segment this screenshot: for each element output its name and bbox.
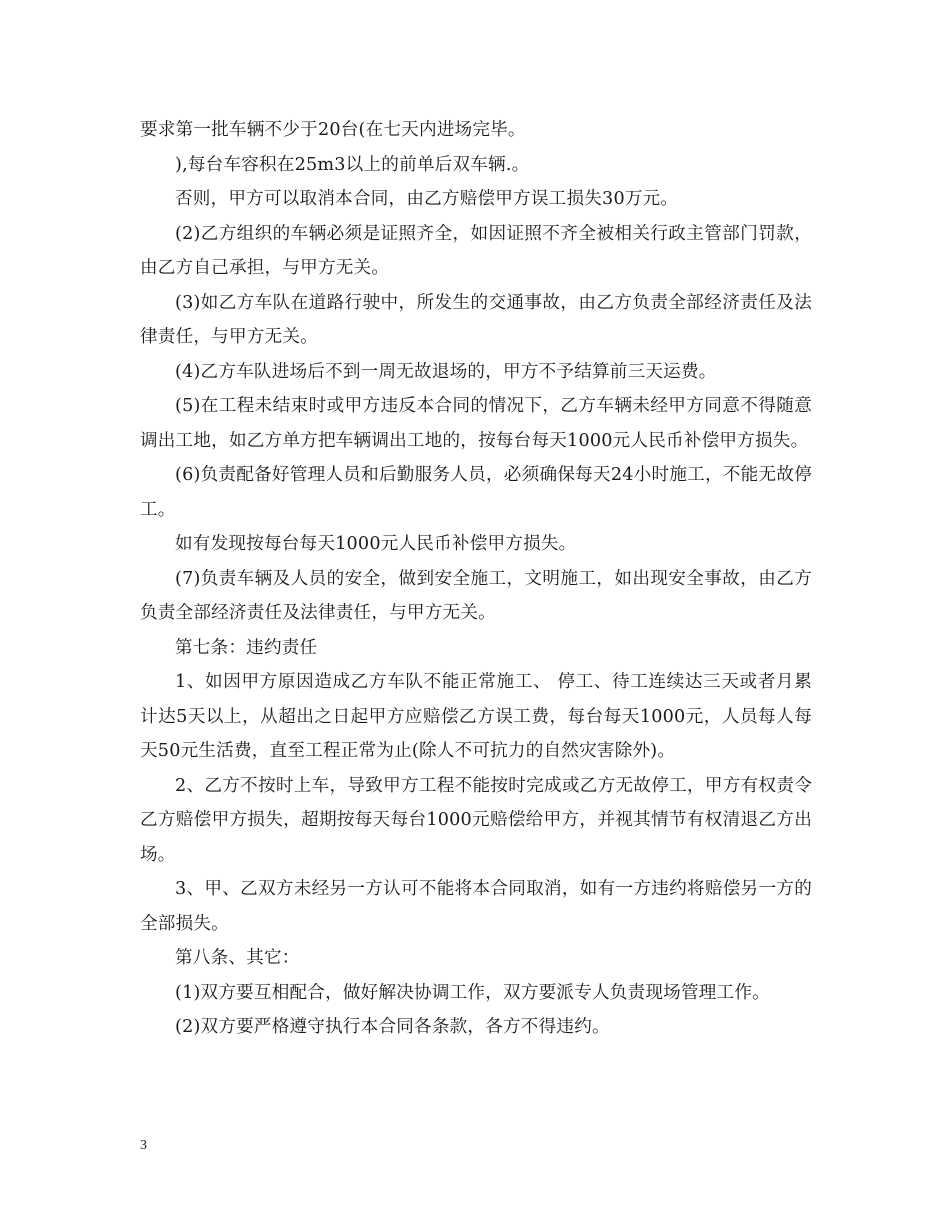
- paragraph: ),每台车容积在25m3以上的前单后双车辆.。: [175, 154, 530, 175]
- paragraph: (5)在工程未结束时或甲方违反本合同的情况下，乙方车辆未经甲方同意不得随意调出工地，如乙方单方把车辆调出工地的，按每台每天1000元人民币补偿甲方损失。: [140, 396, 812, 451]
- section-heading: 第七条：违约责任: [175, 637, 318, 658]
- paragraph: (2)双方要严格遵守执行本合同各条款，各方不得违约。: [175, 1017, 610, 1037]
- paragraph: 如有发现按每台每天1000元人民币补偿甲方损失。: [175, 534, 577, 554]
- page-number: 3: [140, 1138, 147, 1153]
- paragraph: 要求第一批车辆不少于20台(在七天内进场完毕。: [140, 120, 526, 140]
- paragraph: (7)负责车辆及人员的安全，做到安全施工，文明施工，如出现安全事故，由乙方负责全部经济责任及法律责任，与甲方无关。: [140, 568, 812, 623]
- paragraph: 1、如因甲方原因造成乙方车队不能正常施工、 停工、待工连续达三天或者月累计达5天以上，从超出之日起甲方应赔偿乙方误工费，每台每天1000元，人员每人每天50元生活费，直至工程正常为止(除人不可抗力的自然灾害除外)。: [140, 672, 812, 761]
- paragraph: 否则，甲方可以取消本合同，由乙方赔偿甲方误工损失30万元。: [175, 189, 679, 209]
- paragraph: (3)如乙方车队在道路行驶中，所发生的交通事故，由乙方负责全部经济责任及法律责任，与甲方无关。: [140, 292, 812, 347]
- paragraph: (2)乙方组织的车辆必须是证照齐全，如因证照不齐全被相关行政主管部门罚款，由乙方自己承担，与甲方无关。: [140, 223, 812, 278]
- document-body: [140, 113, 812, 1045]
- paragraph: (6)负责配备好管理人员和后勤服务人员，必须确保每天24小时施工，不能无故停工。: [140, 465, 812, 520]
- paragraph: 3、甲、乙双方未经另一方认可不能将本合同取消，如有一方违约将赔偿另一方的全部损失。: [140, 879, 812, 934]
- paragraph: (1)双方要互相配合，做好解决协调工作，双方要派专人负责现场管理工作。: [175, 982, 770, 1003]
- section-heading: 第八条、其它：: [175, 948, 300, 968]
- paragraph: 2、乙方不按时上车，导致甲方工程不能按时完成或乙方无故停工，甲方有权责令乙方赔偿甲方损失，超期按每天每台1000元赔偿给甲方，并视其情节有权清退乙方出场。: [140, 775, 812, 865]
- paragraph: (4)乙方车队进场后不到一周无故退场的，甲方不予结算前三天运费。: [175, 361, 717, 382]
